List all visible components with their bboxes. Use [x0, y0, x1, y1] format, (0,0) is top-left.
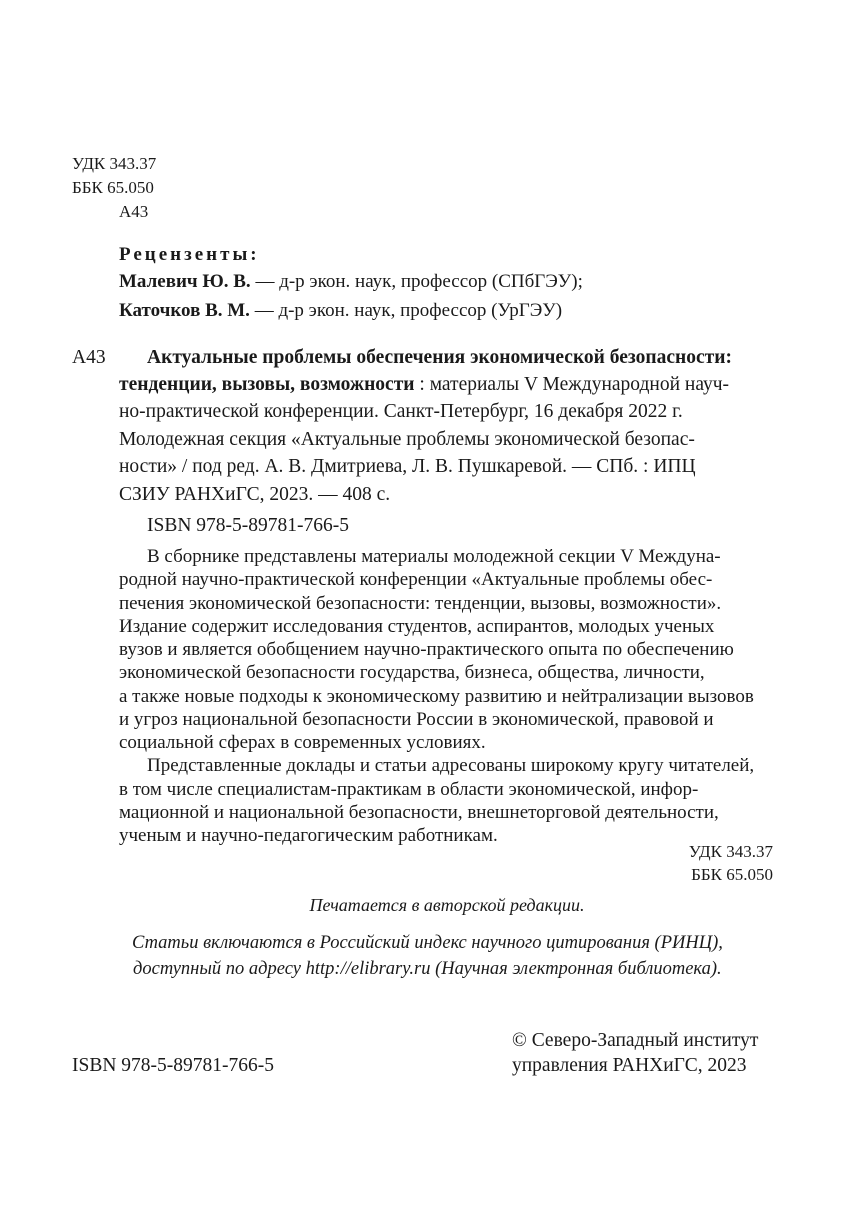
author-sign-top: А43 [119, 202, 149, 221]
udk-code-bottom: УДК 343.37 [688, 842, 773, 861]
reviewer-2-name: Каточков В. М. [119, 300, 250, 321]
biblio-line3: но-практической конференции. Санкт-Петербург, 16 декабря 2022 г. [119, 401, 683, 422]
annotation-p1-line-6: а также новые подходы к экономическому развитию и нейтрализации вызовов [119, 686, 754, 707]
biblio-line6: СЗИУ РАНХиГС, 2023. — 408 с. [119, 484, 391, 505]
biblio-sign: А43 [72, 347, 106, 368]
biblio-title-text: Актуальные проблемы обеспечения экономической безопасности: [147, 347, 732, 368]
biblio-line2-rest: : материалы V Международной науч- [414, 374, 730, 395]
biblio-line4: Молодежная секция «Актуальные проблемы экономической безопас- [119, 429, 695, 450]
reviewer-2 [119, 296, 562, 325]
reviewer-1-info: — д-р экон. наук, профессор (СПбГЭУ); [250, 271, 583, 292]
annotation-p2-line-3: ученым и научно-педагогическим работникам. [119, 825, 498, 846]
rinc-note-line2: доступный по адресу http://elibrary.ru (Научная электронная библиотека). [133, 959, 722, 979]
footer-isbn: ISBN 978-5-89781-766-5 [72, 1055, 275, 1076]
reviewer-1 [119, 267, 583, 296]
udk-code-top: УДК 343.37 [72, 154, 157, 173]
annotation-p1-line-8: социальной сферах в современных условиях. [119, 732, 486, 753]
annotation-p2-line-0: Представленные доклады и статьи адресованы широкому кругу читателей, [147, 755, 755, 776]
biblio-title-line1 [147, 344, 773, 372]
biblio-line2 [119, 371, 729, 399]
annotation-p1-line-2: печения экономической безопасности: тенденции, вызовы, возможности». [119, 593, 722, 614]
annotation-p1-line-0: В сборнике представлены материалы молодежной секции V Междуна- [147, 546, 721, 567]
copyright-line1: © Северо-Западный институт [512, 1030, 759, 1051]
annotation-p2-line-2: мационной и национальной безопасности, внешнеторговой деятельности, [119, 802, 719, 823]
annotation-p1-line-1: родной научно-практической конференции «Актуальные проблемы обес- [119, 569, 713, 590]
bbk-code-top: ББК 65.050 [72, 178, 154, 197]
copyright-line2: управления РАНХиГС, 2023 [512, 1055, 747, 1076]
annotation-p1-line-7: и угроз национальной безопасности России в экономической, правовой и [119, 709, 714, 730]
annotation-p1-line-5: экономической безопасности государства, бизнеса, общества, личности, [119, 662, 705, 683]
reviewer-2-info: — д-р экон. наук, профессор (УрГЭУ) [249, 300, 563, 321]
rinc-note-line1: Статьи включаются в Российский индекс научного цитирования (РИНЦ), [132, 933, 723, 953]
biblio-line5: ности» / под ред. А. В. Дмитриева, Л. В. Пушкаревой. — СПб. : ИПЦ [119, 456, 696, 477]
edition-note: Печатается в авторской редакции. [309, 895, 585, 915]
annotation-p1-line-4: вузов и является обобщением научно-практического опыта по обеспечению [119, 639, 734, 660]
annotation-p1-line-3: Издание содержит исследования студентов, аспирантов, молодых ученых [119, 616, 715, 637]
annotation-p2-line-1: в том числе специалистам-практикам в области экономической, инфор- [119, 779, 699, 800]
reviewer-1-name: Малевич Ю. В. [119, 271, 251, 292]
biblio-isbn: ISBN 978-5-89781-766-5 [147, 515, 350, 536]
biblio-title-line2: тенденции, вызовы, возможности [119, 374, 415, 395]
reviewers-heading: Рецензенты: [119, 244, 260, 265]
bbk-code-bottom: ББК 65.050 [691, 865, 773, 884]
